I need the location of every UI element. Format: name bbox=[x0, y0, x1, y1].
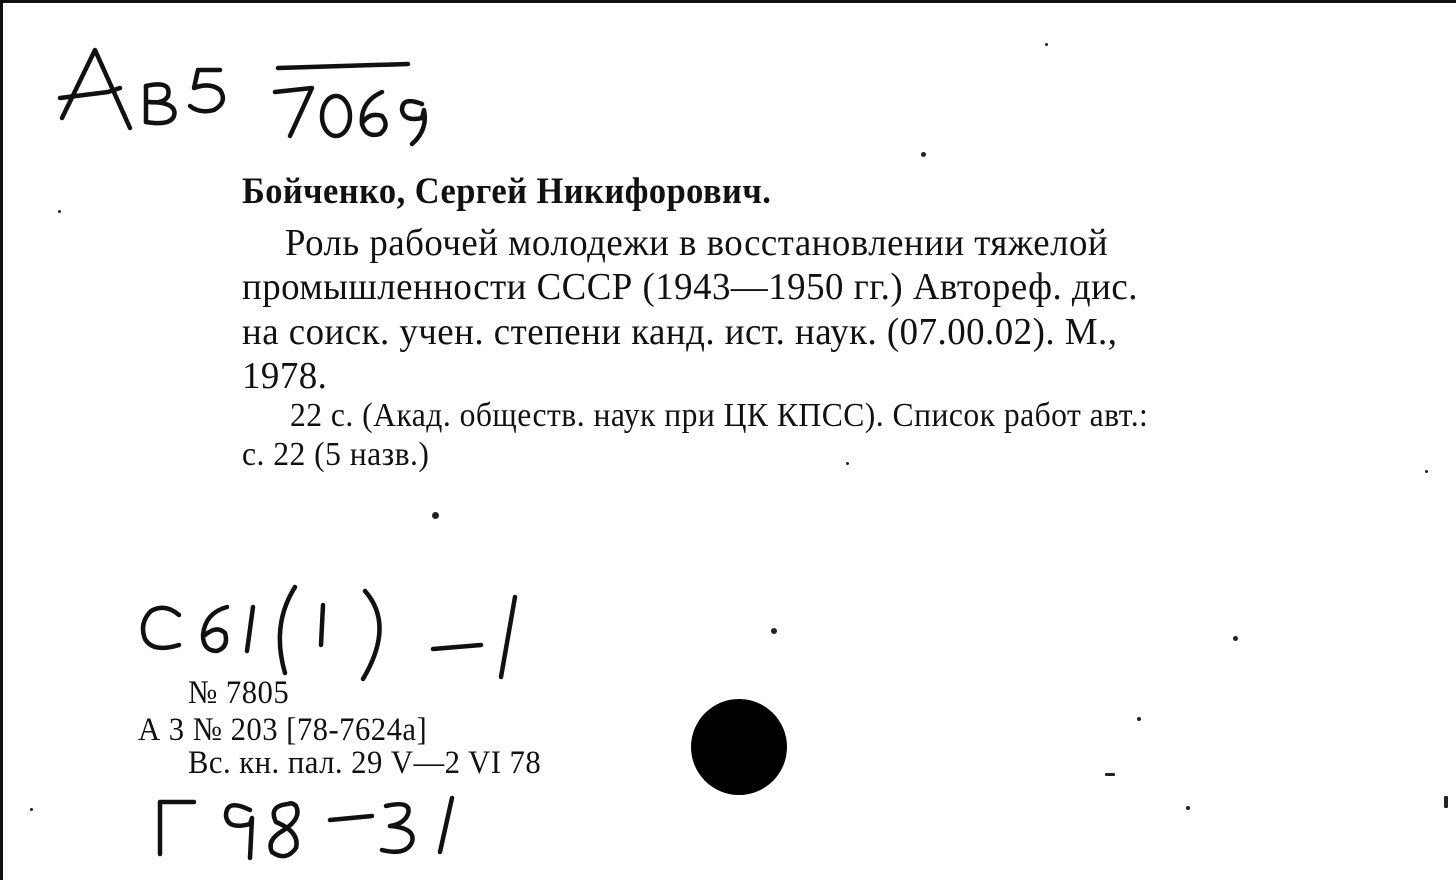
description-line-1: 22 с. (Акад. обществ. наук при ЦК КПСС). Список работ авт.: bbox=[290, 397, 1149, 434]
record-number: № 7805 bbox=[188, 675, 290, 711]
title-line-4: 1978. bbox=[242, 355, 328, 397]
title-line-3: на соиск. учен. степени канд. ист. наук. (07.00.02). М., bbox=[242, 311, 1118, 353]
title-line-1: Роль рабочей молодежи в восстановлении тяжелой bbox=[285, 222, 1109, 264]
punch-hole-mark bbox=[691, 699, 787, 795]
handwritten-shelf-mark bbox=[50, 40, 450, 150]
scan-speck bbox=[1045, 43, 1048, 46]
scan-speck bbox=[771, 628, 777, 634]
scan-speck bbox=[1444, 796, 1448, 808]
description-line-2: с. 22 (5 назв.) bbox=[242, 436, 430, 473]
card-top-edge bbox=[0, 0, 1456, 3]
scan-speck bbox=[1137, 717, 1141, 721]
scan-speck bbox=[1233, 636, 1238, 641]
scan-speck bbox=[432, 512, 439, 519]
card-left-edge bbox=[0, 0, 3, 880]
scan-speck bbox=[1105, 773, 1115, 776]
record-registration: А 3 № 203 [78-7624а] bbox=[138, 712, 428, 748]
author-name: Бойченко, Сергей Никифорович. bbox=[242, 171, 772, 212]
handwritten-index bbox=[150, 780, 480, 880]
scan-speck bbox=[846, 462, 849, 465]
scan-speck bbox=[30, 808, 33, 811]
scan-speck bbox=[58, 210, 61, 213]
record-chamber-date: Вс. кн. пал. 29 V—2 VI 78 bbox=[188, 745, 542, 781]
handwritten-classification bbox=[135, 575, 535, 685]
title-line-2: промышленности СССР (1943—1950 гг.) Автореф. дис. bbox=[242, 266, 1138, 308]
scan-speck bbox=[1186, 806, 1190, 810]
scan-speck bbox=[1425, 470, 1428, 473]
scan-speck bbox=[921, 152, 926, 157]
